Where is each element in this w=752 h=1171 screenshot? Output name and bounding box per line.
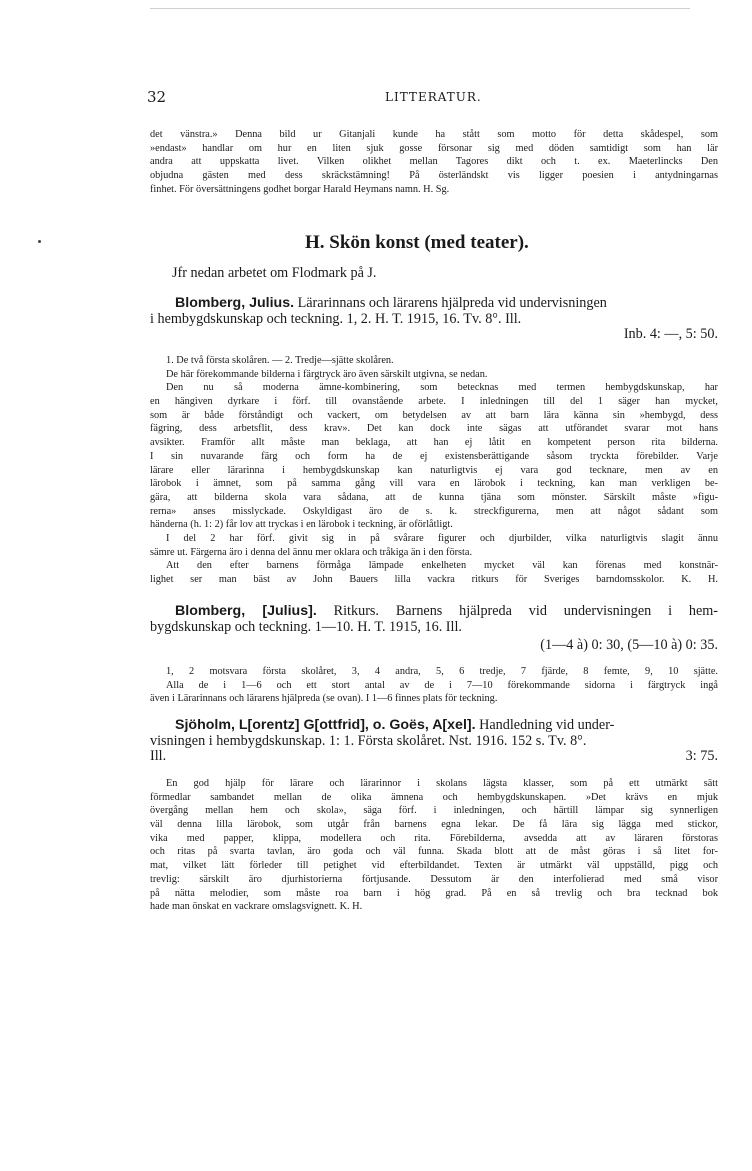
intro-line: andra att uppskatta livet. Vilken olikhet mellan Tagores dikt och t. ex. Maeterlincks Den	[150, 156, 718, 168]
review-line: händerna (h. 1: 2) får lov att tryckas i en lärobok i teckning, är oförlåtligt.	[150, 519, 453, 531]
intro-line: »endast» handlar om hur en liten sjuk gosse försonar sig med döden samtidigt som han lär	[150, 142, 718, 154]
entry-title-line	[150, 604, 718, 620]
entry-ill: Ill.	[150, 749, 167, 764]
entry-review	[150, 354, 718, 587]
review-line: Den nu så moderna ämne-kombinering, som betecknas med termen hembygdskunskap, har	[166, 382, 718, 394]
review-line: lighet ser man bäst av John Bauers lilla vackra ritkurs för Sveriges barndomsskolor. K. H.	[150, 574, 718, 586]
entry-title: Lärarinnans och lärarens hjälpreda vid undervisningen	[297, 296, 607, 311]
review-line: väl denna lilla lärobok, som utgår från barnens egna lekar. De få lära sig lägga med stickor,	[150, 819, 718, 831]
entry-review	[150, 777, 718, 914]
review-line: lärobok i ämnet, som på samma gång vill vara en lärobok i teckning, kan man verkligen be-	[150, 478, 718, 490]
entry-title: Handledning vid under-	[479, 718, 615, 733]
entry-blomberg-hjalpreda	[150, 296, 718, 343]
page-number: 32	[147, 88, 167, 106]
entry-volumes: 1. De två första skolåren. — 2. Tredje—sjätte skolåren.	[166, 355, 394, 366]
entry-title-line	[150, 718, 718, 734]
intro-line: det vänstra.» Denna bild ur Gitanjali kunde ha stått som motto för detta skådespel, som	[150, 129, 718, 140]
intro-paragraph	[150, 128, 718, 196]
review-line: Alla de i 1—6 och ett stort antal av de i 7—10 förekommande sidorna i färgtryck ingå	[166, 679, 718, 691]
running-title: LITTERATUR.	[385, 90, 482, 104]
intro-line-signature: finhet. För översättningens godhet borgar Harald Heymans namn. H. Sg.	[150, 183, 450, 195]
review-line: I sin nuvarande färg och form ha de ej existensberättigande såsom tryckta förebilder. Varje	[150, 450, 718, 462]
review-line: på nätta melodier, som måste roa barn i hög grad. På en så trevlig och bra tecknad bok	[150, 887, 718, 899]
entry-title-line: i hembygdskunskap och teckning. 1, 2. H. T. 1915, 16. Tv. 8°. Ill.	[150, 311, 522, 327]
review-line: gära, att bilderna skola vara sådana, att de kunna tjäna som mönster. Särskilt måste »figu-	[150, 491, 718, 503]
review-line: även i Lärarinnans och lärarens hjälpreda (se ovan). I 1—6 finnes plats för teckning.	[150, 693, 498, 705]
review-line: övergång mellan hem och skola», säga förf. i inledningen, och härtill lämpar sig synnerligen	[150, 805, 718, 817]
entry-title-line: visningen i hembygdskunskap. 1: 1. Första skolåret. Nst. 1916. 152 s. Tv. 8°.	[150, 733, 587, 749]
margin-dot	[38, 240, 41, 243]
entry-title-line	[150, 749, 718, 765]
review-line: trevlig: särskilt äro djurhistorierna förtjusande. Dessutom är den interfolierad med små visor	[150, 873, 718, 885]
entry-author: Blomberg, [Julius].	[175, 604, 317, 619]
entry-review	[150, 665, 718, 706]
entry-sjoholm-goes	[150, 718, 718, 765]
entry-author: Sjöholm, L[orentz] G[ottfrid], o. Goës, A[xel].	[175, 718, 476, 733]
review-line: sämre ut. Färgerna äro i denna del ännu mer oklara och tråkiga än i den första.	[150, 546, 473, 558]
top-rule	[150, 8, 690, 9]
entry-author: Blomberg, Julius.	[175, 296, 295, 311]
review-line: Att den efter barnens förmåga lämpade enkelheten mycket väl kan förenas med konstnär-	[166, 560, 718, 572]
review-line: vika med papper, klippa, modellera och rita. Förebilderna, avsedda att av läraren förstoras	[150, 832, 718, 844]
entry-title-line	[150, 296, 718, 312]
entry-price: (1—4 à) 0: 30, (5—10 à) 0: 35.	[540, 638, 718, 653]
review-line: hade man önskat en vackrare omslagsvignett. K. H.	[150, 901, 363, 913]
entry-title-line: bygdskunskap och teckning. 1—10. H. T. 1915, 16. Ill.	[150, 619, 462, 635]
review-line: De här förekommande bilderna i färgtryck äro även särskilt utgivna, se nedan.	[166, 368, 488, 380]
entry-title: Ritkurs. Barnens hjälpreda vid undervisningen i hem-	[333, 604, 718, 619]
review-line: avsikter. Framför allt måste man beklaga, att han ej låtit en kompetent person rita bilderna.	[150, 437, 718, 449]
review-line: mat, vilket lätt förleder till petighet vid efterbildandet. Texten är utmärkt väl uppställd, pigg och	[150, 860, 718, 872]
review-line: som är både förståndigt och vackert, om betydelsen av att barn lära känna sin »hembygd, dess	[150, 409, 718, 421]
cross-reference: Jfr nedan arbetet om Flodmark på J.	[172, 265, 377, 281]
review-line: En god hjälp för lärare och lärarinnor i skolans lägsta klasser, som på ett utmärkt sätt	[166, 778, 718, 789]
review-line: en hängiven dyrkare i förf. till ovanstående arbete. I inledningen till del 1 säger han mycket,	[150, 396, 718, 408]
section-heading: H. Skön konst (med teater).	[305, 232, 529, 253]
review-line: förmedlar sambandet mellan de olika ämnena och hembygdskunskapen. »Det krävs en mjuk	[150, 791, 718, 803]
intro-line: objudna gästen med dess skräckstämning! På österländskt vis ligger poesien i antydningarnas	[150, 170, 718, 182]
review-line: I del 2 har förf. givit sig in på svårare figurer och djurbilder, vilka naturligtvis slagit ännu	[166, 532, 718, 544]
review-line: rerna» anses misslyckade. Oskyldigast äro de s. k. streckfigurerna, men att något sådant som	[150, 505, 718, 517]
entry-price: Inb. 4: —, 5: 50.	[623, 327, 718, 342]
review-line: fägring, dess arbetsflit, dess krav». Det kan dock inte sägas att utförandet svarar mot hans	[150, 423, 718, 435]
entry-price: 3: 75.	[685, 749, 718, 764]
entry-blomberg-ritkurs	[150, 604, 718, 654]
review-line: lärare eller lärarinna i hembygdskunskap kan naturligtvis ej vara god tecknare, men av en	[150, 464, 718, 476]
review-line: 1, 2 motsvara första skolåret, 3, 4 andra, 5, 6 tredje, 7 fjärde, 8 femte, 9, 10 sjätte.	[166, 666, 718, 677]
review-line: och ritas på svarta tavlan, äro goda och väl funna. Skada blott att de måst göras i så litet for-	[150, 846, 718, 858]
